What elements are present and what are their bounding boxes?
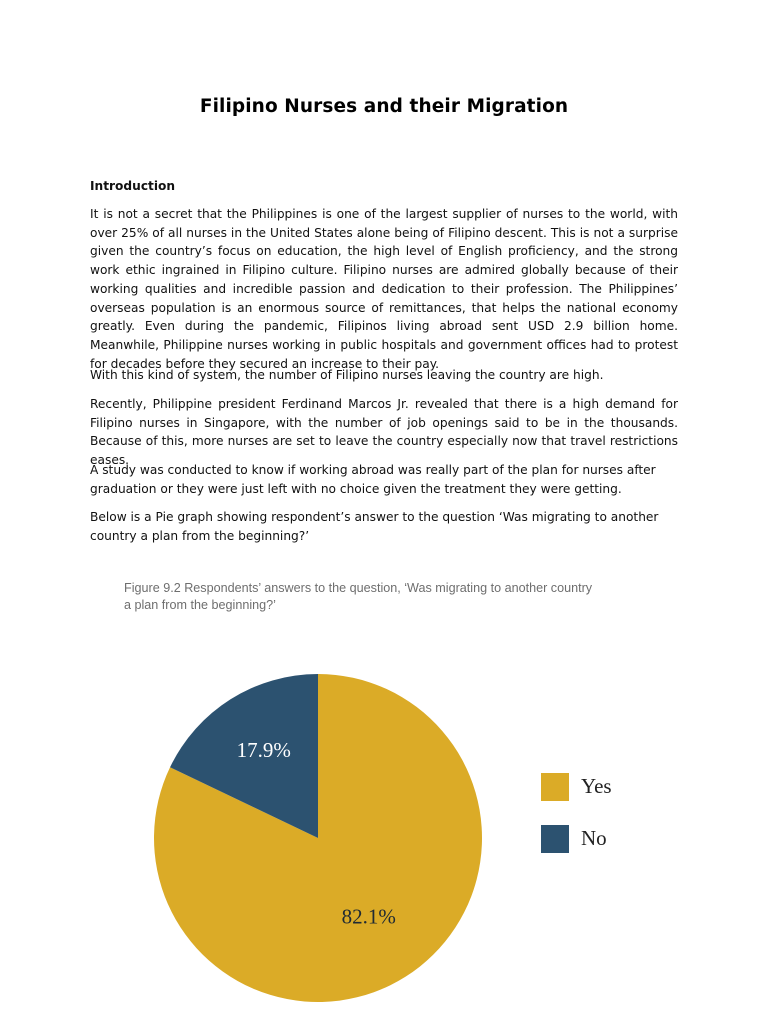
paragraph-5: Below is a Pie graph showing respondent’s answer to the question ‘Was migrating to another country a plan from the beginning?’ (90, 510, 659, 543)
pie-label-no: 17.9% (236, 737, 291, 762)
document-title: Filipino Nurses and their Migration (199, 96, 569, 117)
paragraph-1: It is not a secret that the Philippines is one of the largest supplier of nurses to the world, with over 25% of all nurses in the United States alone being of Filipino descent. This is not a surprise given the country’s focus on education, the high level of English proficiency, and the strong work ethic ingrained in Filipino culture. Filipino nurses are admired globally because of their working qualities and incredible passion and dedication to their profession. The Philippines’ overseas population is an enormous source of remittances, that helps the national economy greatly. Even during the pandemic, Filipinos living abroad sent USD 2.9 billion home. Meanwhile, Philippine nurses working in public hospitals and government offices had to protest for decades before they secured an increase to their pay. (90, 207, 678, 371)
section-heading-introduction: Introduction (90, 179, 176, 193)
pie-slices (154, 674, 482, 1002)
paragraph-3: Recently, Philippine president Ferdinand Marcos Jr. revealed that there is a high demand for Filipino nurses in Singapore, with the number of job openings said to be in the thousands. Because of this, more nurses are set to leave the country especially now that travel restrictions eases. (90, 397, 678, 468)
paragraph-4: A study was conducted to know if working abroad was really part of the plan for nurses after graduation or they were just left with no choice given the treatment they were getting. (90, 463, 656, 496)
figure-caption-line-1: Figure 9.2 Respondents’ answers to the question, ‘Was migrating to another country (124, 581, 593, 595)
pie-legend (541, 773, 612, 853)
figure-caption-line-2: a plan from the beginning?’ (124, 598, 276, 612)
legend-label-yes: Yes (581, 773, 612, 798)
legend-label-no: No (581, 825, 607, 850)
pie-label-yes: 82.1% (341, 904, 396, 929)
paragraph-2: With this kind of system, the number of Filipino nurses leaving the country are high. (90, 368, 604, 382)
legend-swatch-no (541, 825, 569, 853)
legend-swatch-yes (541, 773, 569, 801)
